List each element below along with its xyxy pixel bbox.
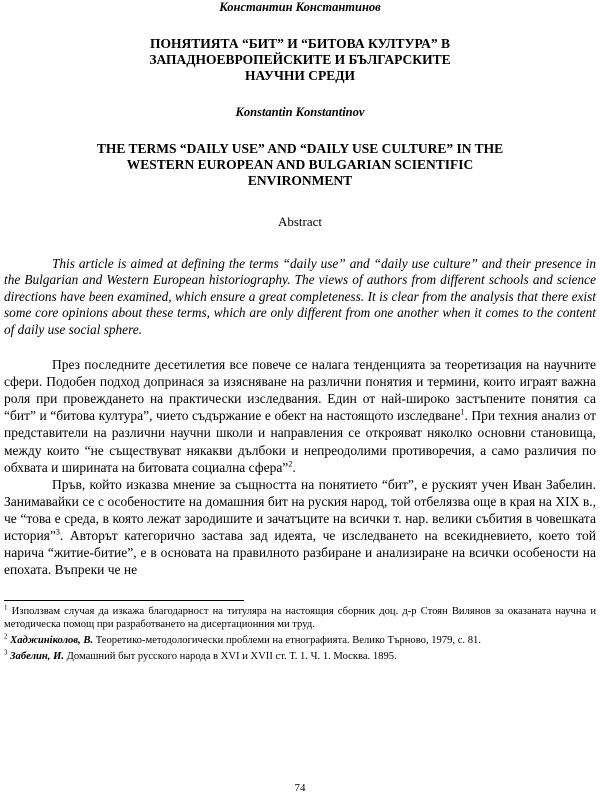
footnote-text: Теоретико-методологически проблеми на етнографията. Велико Търново, 1979, с. 81. (93, 635, 481, 647)
footnotes (4, 605, 596, 663)
footnote-text: Използвам случая да изкажа благодарност на титуляра на настоящия сборник доц. д-р Стоян Вилянов за оказаната научна и методическа помощ при разработването на дисертационния ми труд. (4, 606, 596, 631)
title-bg-line: НАУЧНИ СРЕДИ (244, 68, 356, 83)
footnote-number: 2 (4, 632, 8, 641)
footnote-number: 3 (4, 648, 8, 657)
footnote-ref[interactable]: 3 (55, 527, 60, 537)
title-en-line: WESTERN EUROPEAN AND BULGARIAN SCIENTIFIC (126, 157, 474, 172)
body-paragraph (4, 476, 596, 579)
body-text-run: . (292, 459, 296, 475)
title-bg-line: ПОНЯТИЯТА “БИТ” И “БИТОВА КУЛТУРА” В (150, 36, 450, 51)
footnote-ref[interactable]: 1 (460, 407, 465, 417)
body-text-run: Пръв, който изказва мнение за същността на понятието “бит”, е руският учен Иван Забелин. Занимавайки се с особеностите на домашния бит на руския народ, той отбелязва още в края на XIX в., че “това е среда, в която лежат зародишите и зачатъците на всички т. нар. велики събития в човешката история” (4, 476, 596, 543)
body-text-run: През последните десетилетия все повече се налага тенденцията за теоретизация на научните сфери. Подобен подход допринася за изясняване на различни понятия и термини, които играят важна роля при провеждането на практически изследвания. Един от най-широко застъпените понятия са “бит” и “битова култура”, чието съдържание е обект на настоящото изследване (4, 357, 596, 424)
body-paragraph (4, 356, 596, 476)
footnote-text: Домашний быт русского народа в XVI и XVII ст. Т. 1. Ч. 1. Москва. 1895. (63, 651, 397, 663)
abstract-heading: Abstract (277, 214, 323, 229)
footnote-divider (4, 600, 244, 601)
footnote-number: 1 (4, 603, 8, 612)
body-text-run: . Авторът категорично застава зад идеята, че изследването на всекидневието, което той нарича “житие-битие”, е в основата на правилното разбиране и анализиране на всички особености на епохата. Въпреки че не (4, 527, 596, 578)
abstract-text: This article is aimed at defining the terms “daily use” and “daily use culture” and their presence in the Bulgarian and Western European historiography. The views of authors from different schools and science directions have been examined, which ensure a great completeness. It is clear from the analysis that there exist some core opinions about these terms, which are only different from one another when it comes to the content of daily use social sphere. (4, 256, 596, 337)
footnote (4, 650, 596, 663)
title-bg (4, 36, 596, 84)
author-name-bg: Константин Константинов (219, 0, 381, 14)
footnote (4, 605, 596, 631)
title-en-line: THE TERMS “DAILY USE” AND “DAILY USE CULTURE” IN THE (96, 141, 504, 156)
body-text-run: . При техния анализ от представители на различни научни школи и направления се открояват няколко основни становища, между които “не съществуват някакви дълбоки и непреодолими противоречия, а само различия по обхвата и ширината на битовата социална сфера” (4, 408, 596, 475)
page-number: 74 (294, 782, 306, 794)
footnote (4, 634, 596, 647)
title-en (4, 141, 596, 189)
footnote-ref[interactable]: 2 (288, 459, 293, 469)
title-bg-line: ЗАПАДНОЕВРОПЕЙСКИТЕ И БЪЛГАРСКИТЕ (149, 52, 451, 67)
footnote-author: Забелин, И. (10, 651, 64, 663)
title-en-line: ENVIRONMENT (247, 173, 353, 188)
body-text (4, 356, 596, 578)
footnote-author: Хаджинiколов, В. (10, 635, 94, 647)
author-name-en: Konstantin Konstantinov (235, 105, 365, 119)
